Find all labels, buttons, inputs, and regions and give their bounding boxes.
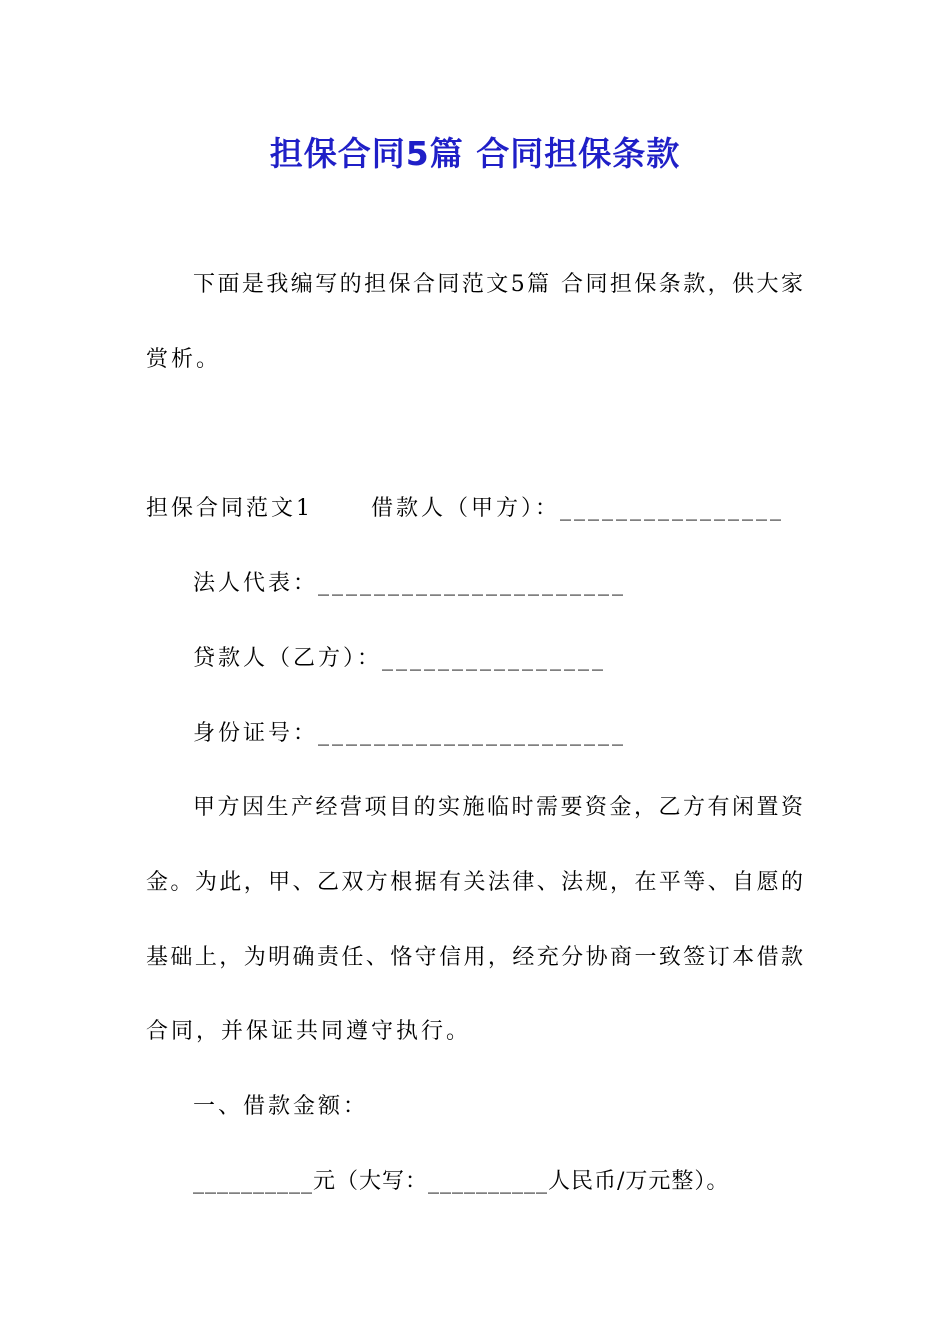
legal-rep-field: 法人代表：______________________ (193, 571, 627, 596)
paragraph-line-3: 基础上，为明确责任、恪守信用，经充分协商一致签订本借款 (146, 945, 803, 970)
paragraph-line-1: 甲方因生产经营项目的实施临时需要资金，乙方有闲置资 (193, 795, 803, 820)
paragraph-line-2: 金。为此，甲、乙双方根据有关法律、法规，在平等、自愿的 (146, 870, 803, 895)
borrower-field: 借款人（甲方）：________________ (371, 496, 785, 521)
section-1-heading: 一、借款金额： (193, 1094, 369, 1119)
intro-line-1: 下面是我编写的担保合同范文5篇 合同担保条款，供大家 (193, 272, 803, 297)
sample-heading: 担保合同范文1 (146, 496, 313, 521)
id-number-field: 身份证号：______________________ (193, 721, 627, 746)
document-title: 担保合同5篇 合同担保条款 (269, 134, 681, 173)
lender-field: 贷款人（乙方）：________________ (193, 646, 607, 671)
paragraph-line-4: 合同，并保证共同遵守执行。 (146, 1019, 472, 1044)
intro-line-2: 赏析。 (146, 347, 222, 372)
sample-heading-row (146, 494, 784, 524)
amount-line: __________元（大写：__________人民币/万元整）。 (193, 1169, 730, 1194)
